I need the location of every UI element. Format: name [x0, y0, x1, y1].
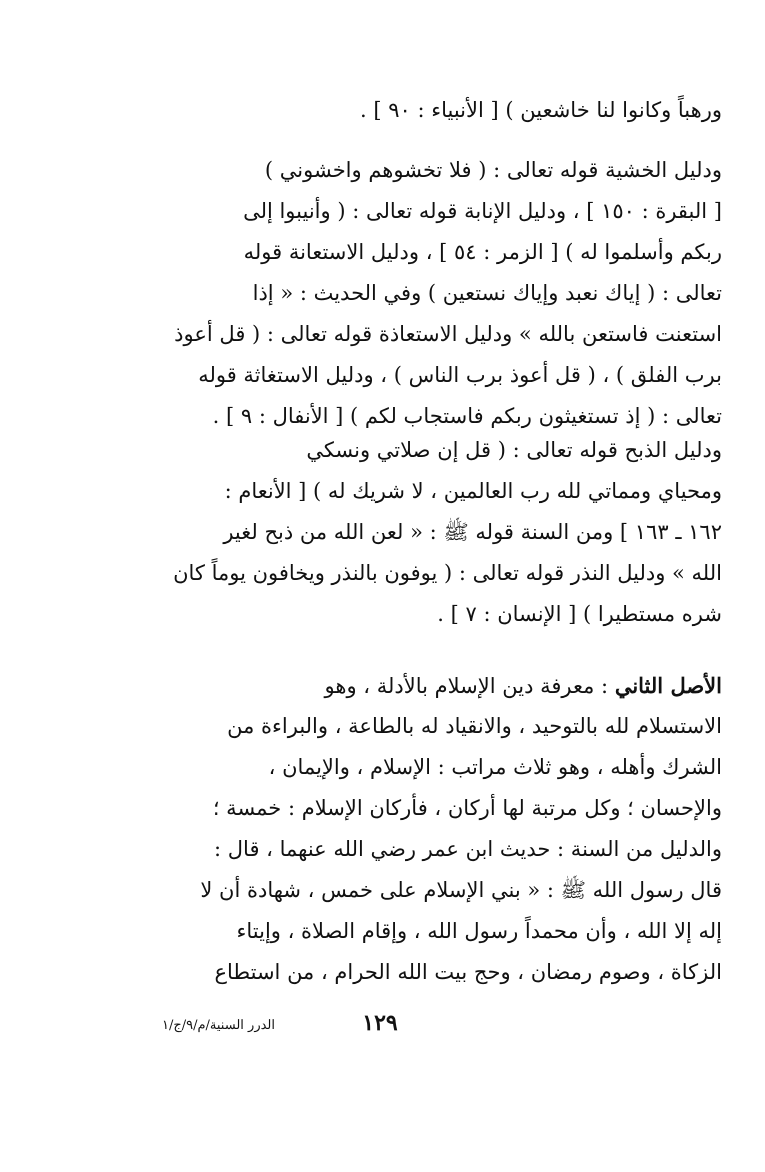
paragraph-dhabh: [92, 430, 722, 635]
text-line: ربكم وأسلموا له ) [ الزمر : ٥٤ ] ، ودليل الاستعانة قوله: [243, 240, 722, 264]
text-line: [ البقرة : ١٥٠ ] ، ودليل الإنابة قوله تعالى : ( وأنيبوا إلى: [243, 199, 722, 223]
text-line: ودليل الخشية قوله تعالى : ( فلا تخشوهم واخشوني ): [264, 158, 722, 182]
text-line: الاستسلام لله بالتوحيد ، والانقياد له بالطاعة ، والبراءة من: [227, 714, 722, 738]
text-line: قال رسول الله ﷺ : « بني الإسلام على خمس ، شهادة أن لا: [200, 878, 722, 902]
text-line: استعنت فاستعن بالله » ودليل الاستعاذة قوله تعالى : ( قل أعوذ: [174, 322, 722, 346]
text-line: ومحياي ومماتي لله رب العالمين ، لا شريك له ) [ الأنعام :: [224, 479, 722, 503]
text-line: الله » ودليل النذر قوله تعالى : ( يوفون بالنذر ويخافون يوماً كان: [173, 561, 722, 585]
footer-reference: الدرر السنية/م/٩/ج/١: [161, 1018, 275, 1033]
section-heading: الأصل الثاني: [614, 673, 722, 698]
text-line: الزكاة ، وصوم رمضان ، وحج بيت الله الحرام ، من استطاع: [214, 960, 722, 984]
paragraph-1: [92, 90, 722, 131]
page-number: ١٢٩: [362, 1010, 398, 1036]
text-line: ودليل الذبح قوله تعالى : ( قل إن صلاتي ونسكي: [306, 438, 722, 462]
text-line: ورهباً وكانوا لنا خاشعين ) [ الأنبياء : ٩٠ ] .: [360, 98, 722, 122]
text-line: إله إلا الله ، وأن محمداً رسول الله ، وإقام الصلاة ، وإيتاء: [236, 919, 722, 943]
text-line: تعالى : ( إياك نعبد وإياك نستعين ) وفي الحديث : « إذا: [252, 281, 722, 305]
heading-line-rest: : معرفة دين الإسلام بالأدلة ، وهو: [324, 674, 615, 698]
text-line: والدليل من السنة : حديث ابن عمر رضي الله عنهما ، قال :: [214, 837, 722, 861]
text-line: ١٦٢ ـ ١٦٣ ] ومن السنة قوله ﷺ : « لعن الله من ذبح لغير: [223, 520, 722, 544]
text-line: [92, 665, 722, 706]
text-line: شره مستطيرا ) [ الإنسان : ٧ ] .: [437, 602, 722, 626]
text-line: برب الفلق ) ، ( قل أعوذ برب الناس ) ، ودليل الاستغاثة قوله: [198, 363, 722, 387]
text-line: والإحسان ؛ وكل مرتبة لها أركان ، فأركان الإسلام : خمسة ؛: [212, 796, 722, 820]
paragraph-khashya: [92, 150, 722, 437]
text-line: تعالى : ( إذ تستغيثون ربكم فاستجاب لكم ) [ الأنفال : ٩ ] .: [212, 404, 722, 428]
text-line: الشرك وأهله ، وهو ثلاث مراتب : الإسلام ، والإيمان ،: [268, 755, 722, 779]
paragraph-second-principle: [92, 665, 722, 993]
